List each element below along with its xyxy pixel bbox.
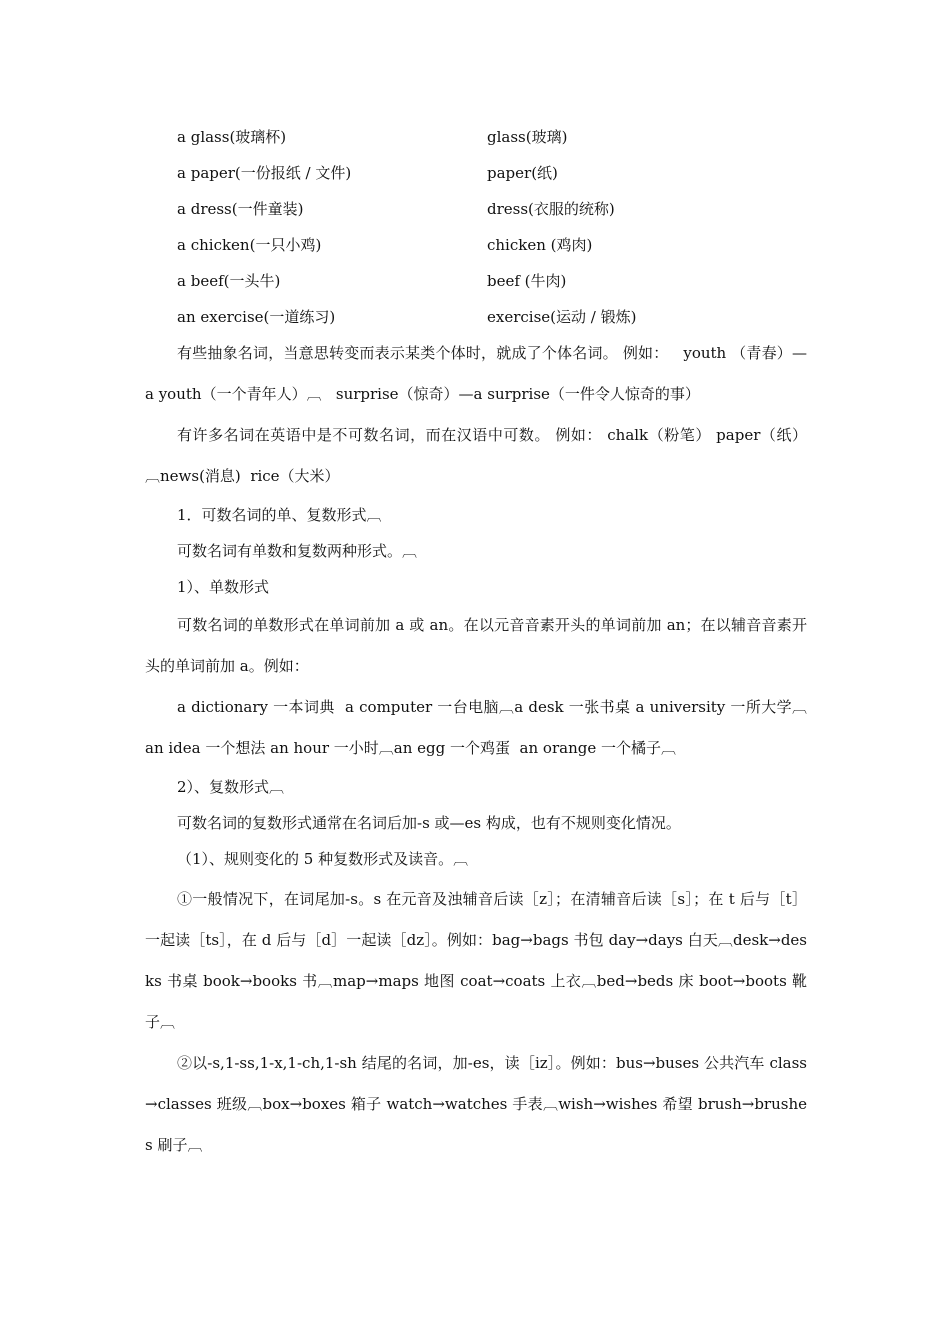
- paragraph-abstract-nouns: 有些抽象名词，当意思转变而表示某类个体时，就成了个体名词。 例如： youth （青春）—a youth（一个青年人）︹ surprise（惊奇）—a surprise（一件令人惊奇的事）: [145, 344, 807, 403]
- paragraph-plural-rule: 可数名词的复数形式通常在名词后加-s 或—es 构成，也有不规则变化情况。: [177, 814, 681, 832]
- uncountable-form: paper(纸): [487, 164, 558, 182]
- countable-form: a beef(一头牛): [177, 272, 281, 290]
- noun-pair-list: [177, 122, 817, 338]
- uncountable-form: beef (牛肉): [487, 272, 567, 290]
- uncountable-form: dress(衣服的统称): [487, 200, 615, 218]
- subheading-regular-plural: （1）、规则变化的 5 种复数形式及读音。︹: [177, 850, 469, 868]
- paragraph-rule-add-s: ①一般情况下，在词尾加-s。s 在元音及浊辅音后读［z］；在清辅音后读［s］；在 t 后与［t］一起读［ts］，在 d 后与［d］一起读［dz］。例如：bag→bags 书包 day→days 白天︹desk→desks 书桌 book→books 书︹map→maps 地图 coat→coats 上衣︹bed→beds 床 boot→boots 靴子︹: [145, 890, 807, 1031]
- paragraph-singular-rule: 可数名词的单数形式在单词前加 a 或 an。在以元音音素开头的单词前加 an；在以辅音音素开头的单词前加 a。例如：: [145, 616, 807, 675]
- document-body: [145, 333, 822, 1166]
- noun-pair-row: [177, 194, 817, 230]
- countable-form: a glass(玻璃杯): [177, 128, 287, 146]
- countable-form: a chicken(一只小鸡): [177, 236, 322, 254]
- paragraph-singular-examples: a dictionary 一本词典 a computer 一台电脑︹a desk 一张书桌 a university 一所大学︹ an idea 一个想法 an hour 一小时︹an egg 一个鸡蛋 an orange 一个橘子︹: [145, 698, 822, 757]
- subheading-singular-form: 1）、单数形式: [177, 578, 270, 596]
- paragraph-rule-add-es: ②以-s,1-ss,1-x,1-ch,1-sh 结尾的名词，加-es，读［iz］。例如：bus→buses 公共汽车 class→classes 班级︹box→boxes 箱子 watch→watches 手表︹wish→wishes 希望 brush→brushes 刷子︹: [145, 1054, 807, 1154]
- noun-pair-row: [177, 230, 817, 266]
- paragraph-uncountable-in-english: 有许多名词在英语中是不可数名词，而在汉语中可数。 例如： chalk（粉笔） paper（纸）︹news(消息) rice（大米）: [145, 426, 807, 485]
- countable-form: an exercise(一道练习): [177, 308, 336, 326]
- subheading-plural-form: 2）、复数形式︹: [177, 778, 285, 796]
- countable-form: a paper(一份报纸 / 文件): [177, 164, 352, 182]
- uncountable-form: exercise(运动 / 锻炼): [487, 308, 637, 326]
- uncountable-form: chicken (鸡肉): [487, 236, 593, 254]
- noun-pair-row: [177, 158, 817, 194]
- section-heading-countable-forms: 1．可数名词的单、复数形式︹: [177, 506, 382, 524]
- paragraph-two-forms: 可数名词有单数和复数两种形式。︹: [177, 542, 418, 560]
- noun-pair-row: [177, 266, 817, 302]
- uncountable-form: glass(玻璃): [487, 128, 568, 146]
- countable-form: a dress(一件童装): [177, 200, 304, 218]
- noun-pair-row: [177, 122, 817, 158]
